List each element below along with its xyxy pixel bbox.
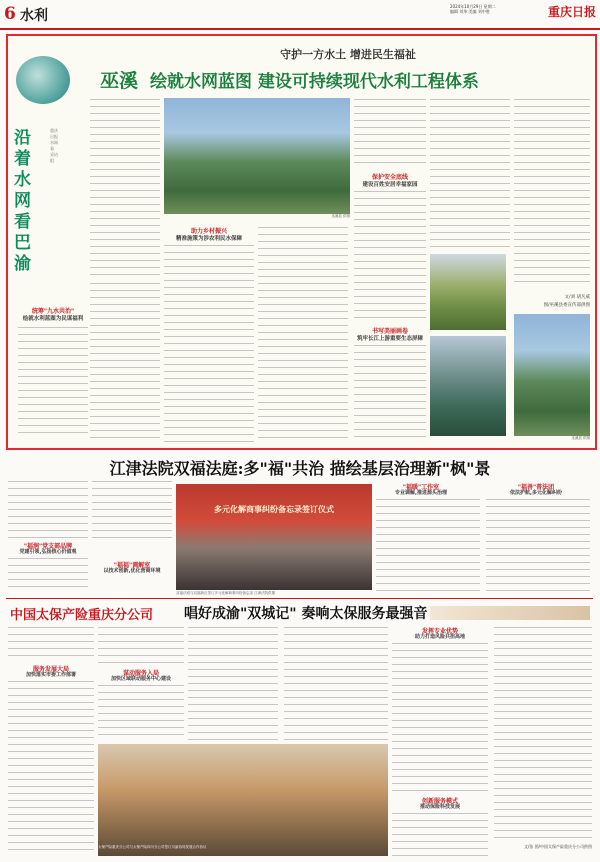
ins-col5-text [392,642,488,792]
feature-intro-text [90,98,160,278]
insurance-company: 中国太保产险重庆分公司 [10,608,154,623]
sub3-title: 建设百姓安居幸福家园 [362,182,418,188]
feature-headline: 绘就水网蓝图 建设可持续现代水利工程体系 [150,72,479,92]
page-header [0,0,600,30]
court-sub2-title: 党建引领,弘扬核心价值观 [19,549,77,555]
court-sub4-title: 依法护航,多元化解纠纷 [510,490,562,496]
ins-sub1-title: 加快落实市委工作部署 [25,672,76,678]
river-photo-caption: 巫溪县 供图 [331,214,350,218]
decor-banner [430,606,590,620]
sub4-title: 筑牢长江上游重要生态屏障 [356,336,423,342]
ins-sub4-title: 推动保险科技发展 [419,804,460,810]
sub4-label: 书写美丽画卷 [371,328,408,335]
newspaper-logo: 重庆日报 [548,5,597,19]
ins-sub2-label: 谋动服务入局 [122,670,159,677]
court-sub2-label: "福润"党支部品牌 [23,543,73,550]
section-divider [6,598,593,599]
court-sub4-label: "福善"普法团 [517,484,555,491]
insurance-signing-photo [98,744,388,856]
ins-byline: 文/张 图/中国太保产险重庆分公司供图 [524,844,592,849]
section-name: 水利 [20,8,48,24]
sub1-label: 统筹"九水共治" [31,308,75,315]
byline-1: 文/刘 胡凡威 [564,295,590,300]
court-photo-caption: 双福法庭与双福新区签订多元化解商事纠纷备忘录 江津法院供图 [176,591,276,595]
ins-col3-text [188,626,278,740]
ins-col2b-text [98,684,184,740]
court-sub3-label: "福福"调解室 [113,562,151,569]
series-title: 沿着水网看巴渝 [14,128,31,274]
reservoir-photo [430,336,506,436]
court-sub1-label: "福暖"工作室 [402,484,440,491]
court-col1b-text [8,557,88,593]
column7-text [514,98,590,288]
sub3-label: 保护安全底线 [371,174,408,181]
court-col2-text [92,480,172,538]
date-line: 2024年10月29日 星期二 [450,4,496,9]
ins-sub-right-label: 发挥专业优势 [421,628,458,635]
court-sub3-title: 以技术创新,优化营商环境 [103,568,161,574]
page-number: 6 [4,4,16,24]
ins-sub1-label: 服务发展大局 [32,666,69,673]
headline-place: 巫溪 [100,70,139,92]
insurance-headline: 唱好成渝"双城记" 奏响太保服务最强音 [184,606,428,622]
sub2-title: 精准施策为涉农利民水保障 [175,236,242,242]
river-photo [164,98,350,214]
ins-col4-text [284,626,388,740]
water-feature-frame [6,34,597,450]
court-col5-text [486,498,590,594]
ins-col1-text [8,626,94,662]
ins-sub2-title: 加快区域联动服务中心建设 [110,676,171,682]
water-emblem-icon [16,56,70,104]
insurance-photo-caption: 太保产险重庆分公司与太保产险四川分公司签订川渝协同发展合作协议 [98,845,207,849]
court-col4-text [376,498,480,594]
ins-sub-right-title: 助力打造风险共担高地 [414,634,465,640]
column1-text [18,326,88,436]
ins-sub4-label: 创新服务模式 [421,798,458,805]
column4-text [258,226,348,442]
column5-bottom-text [354,344,426,442]
photo-banner-text: 多元化解商事纠纷备忘录签订仪式 [214,505,334,514]
court-signing-photo [176,484,372,590]
byline-2: 图/巫溪县委宣传部供图 [543,303,590,308]
valley-photo-caption: 巫溪县 供图 [571,436,590,440]
ins-col6-text [494,626,592,838]
editor-line: 编辑 刘华 美编 刘中胜 [450,9,490,14]
column2-text [90,282,160,442]
feature-kicker: 守护一方水土 增进民生福祉 [280,48,416,61]
sub1-title: 绘就水利蓝图为民谋福利 [22,316,84,322]
column6-text [430,98,510,248]
ins-col2-text [98,626,184,666]
column5-top-text [354,98,426,168]
valley-photo [514,314,590,436]
farmland-photo [430,254,506,330]
court-headline: 江津法院双福法庭:多"福"共治 描绘基层治理新"枫"景 [109,459,491,478]
ins-col1b-text [8,680,94,856]
sub2-label: 助力乡村振兴 [190,228,227,235]
column5-text [354,190,426,320]
series-subtitle: 重庆日报 水网看 采访组 [50,128,58,163]
court-col1-text [8,480,88,538]
column3-text [164,244,254,442]
court-sub1-title: 专业调解,推进源头治理 [395,490,447,496]
ins-col5b-text [392,812,488,856]
